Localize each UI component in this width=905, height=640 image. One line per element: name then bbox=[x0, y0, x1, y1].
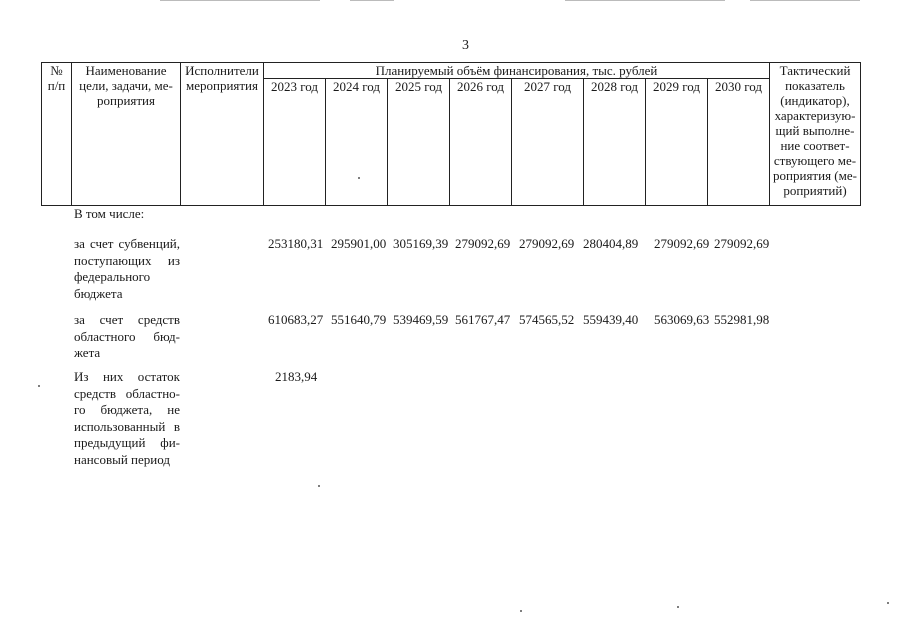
scan-line bbox=[350, 0, 394, 1]
value-cell: 539469,59 bbox=[393, 312, 449, 327]
year-header: 2029 год bbox=[646, 79, 708, 206]
financing-table-header bbox=[41, 62, 861, 206]
scan-line bbox=[160, 0, 320, 1]
scan-speck bbox=[520, 610, 522, 612]
value-cell: 279092,69 bbox=[455, 236, 511, 251]
value-cell: 253180,31 bbox=[268, 236, 324, 251]
scan-speck bbox=[677, 606, 679, 608]
value-cell: 563069,63 bbox=[654, 312, 710, 327]
including-label: В том числе: bbox=[74, 206, 145, 221]
col-executors-header: Исполнители мероприятия bbox=[181, 63, 264, 206]
value-cell: 574565,52 bbox=[519, 312, 575, 327]
value-cell: 280404,89 bbox=[583, 236, 639, 251]
scan-speck bbox=[887, 602, 889, 604]
row-label: за счет субвенций, поступающих из федерального бюджета bbox=[74, 236, 180, 301]
year-header: 2025 год bbox=[388, 79, 450, 206]
col-indicator-header: Тактический показатель (индикатор), характеризую-щий выполне-ние соответ-ствующего ме-роприятия (ме-роприятий) bbox=[770, 63, 861, 206]
col-name-header: Наименование цели, задачи, ме-роприятия bbox=[72, 63, 181, 206]
page-number: 3 bbox=[462, 38, 469, 53]
value-cell: 610683,27 bbox=[268, 312, 324, 327]
year-header: 2024 год bbox=[326, 79, 388, 206]
year-header: 2027 год bbox=[512, 79, 584, 206]
year-header: 2028 год bbox=[584, 79, 646, 206]
value-cell: 279092,69 bbox=[654, 236, 710, 251]
scan-speck bbox=[318, 485, 320, 487]
scan-speck bbox=[358, 177, 360, 179]
value-cell: 559439,40 bbox=[583, 312, 639, 327]
funding-header: Планируемый объём финансирования, тыс. рублей bbox=[264, 63, 770, 79]
value-cell: 551640,79 bbox=[331, 312, 387, 327]
scan-line bbox=[565, 0, 725, 1]
value-cell: 2183,94 bbox=[275, 369, 318, 384]
scan-speck bbox=[38, 385, 40, 387]
row-label: за счет средств областного бюд-жета bbox=[74, 312, 180, 360]
value-cell: 305169,39 bbox=[393, 236, 449, 251]
value-cell: 279092,69 bbox=[714, 236, 770, 251]
row-label: Из них остаток средств областно-го бюджета, не использованный в предыдущий фи-нансовый период bbox=[74, 369, 180, 467]
year-header: 2023 год bbox=[264, 79, 326, 206]
value-cell: 561767,47 bbox=[455, 312, 511, 327]
year-header: 2030 год bbox=[708, 79, 770, 206]
year-header: 2026 год bbox=[450, 79, 512, 206]
value-cell: 295901,00 bbox=[331, 236, 387, 251]
col-num-header: № п/п bbox=[42, 63, 72, 206]
scan-line bbox=[750, 0, 860, 1]
value-cell: 552981,98 bbox=[714, 312, 770, 327]
value-cell: 279092,69 bbox=[519, 236, 575, 251]
